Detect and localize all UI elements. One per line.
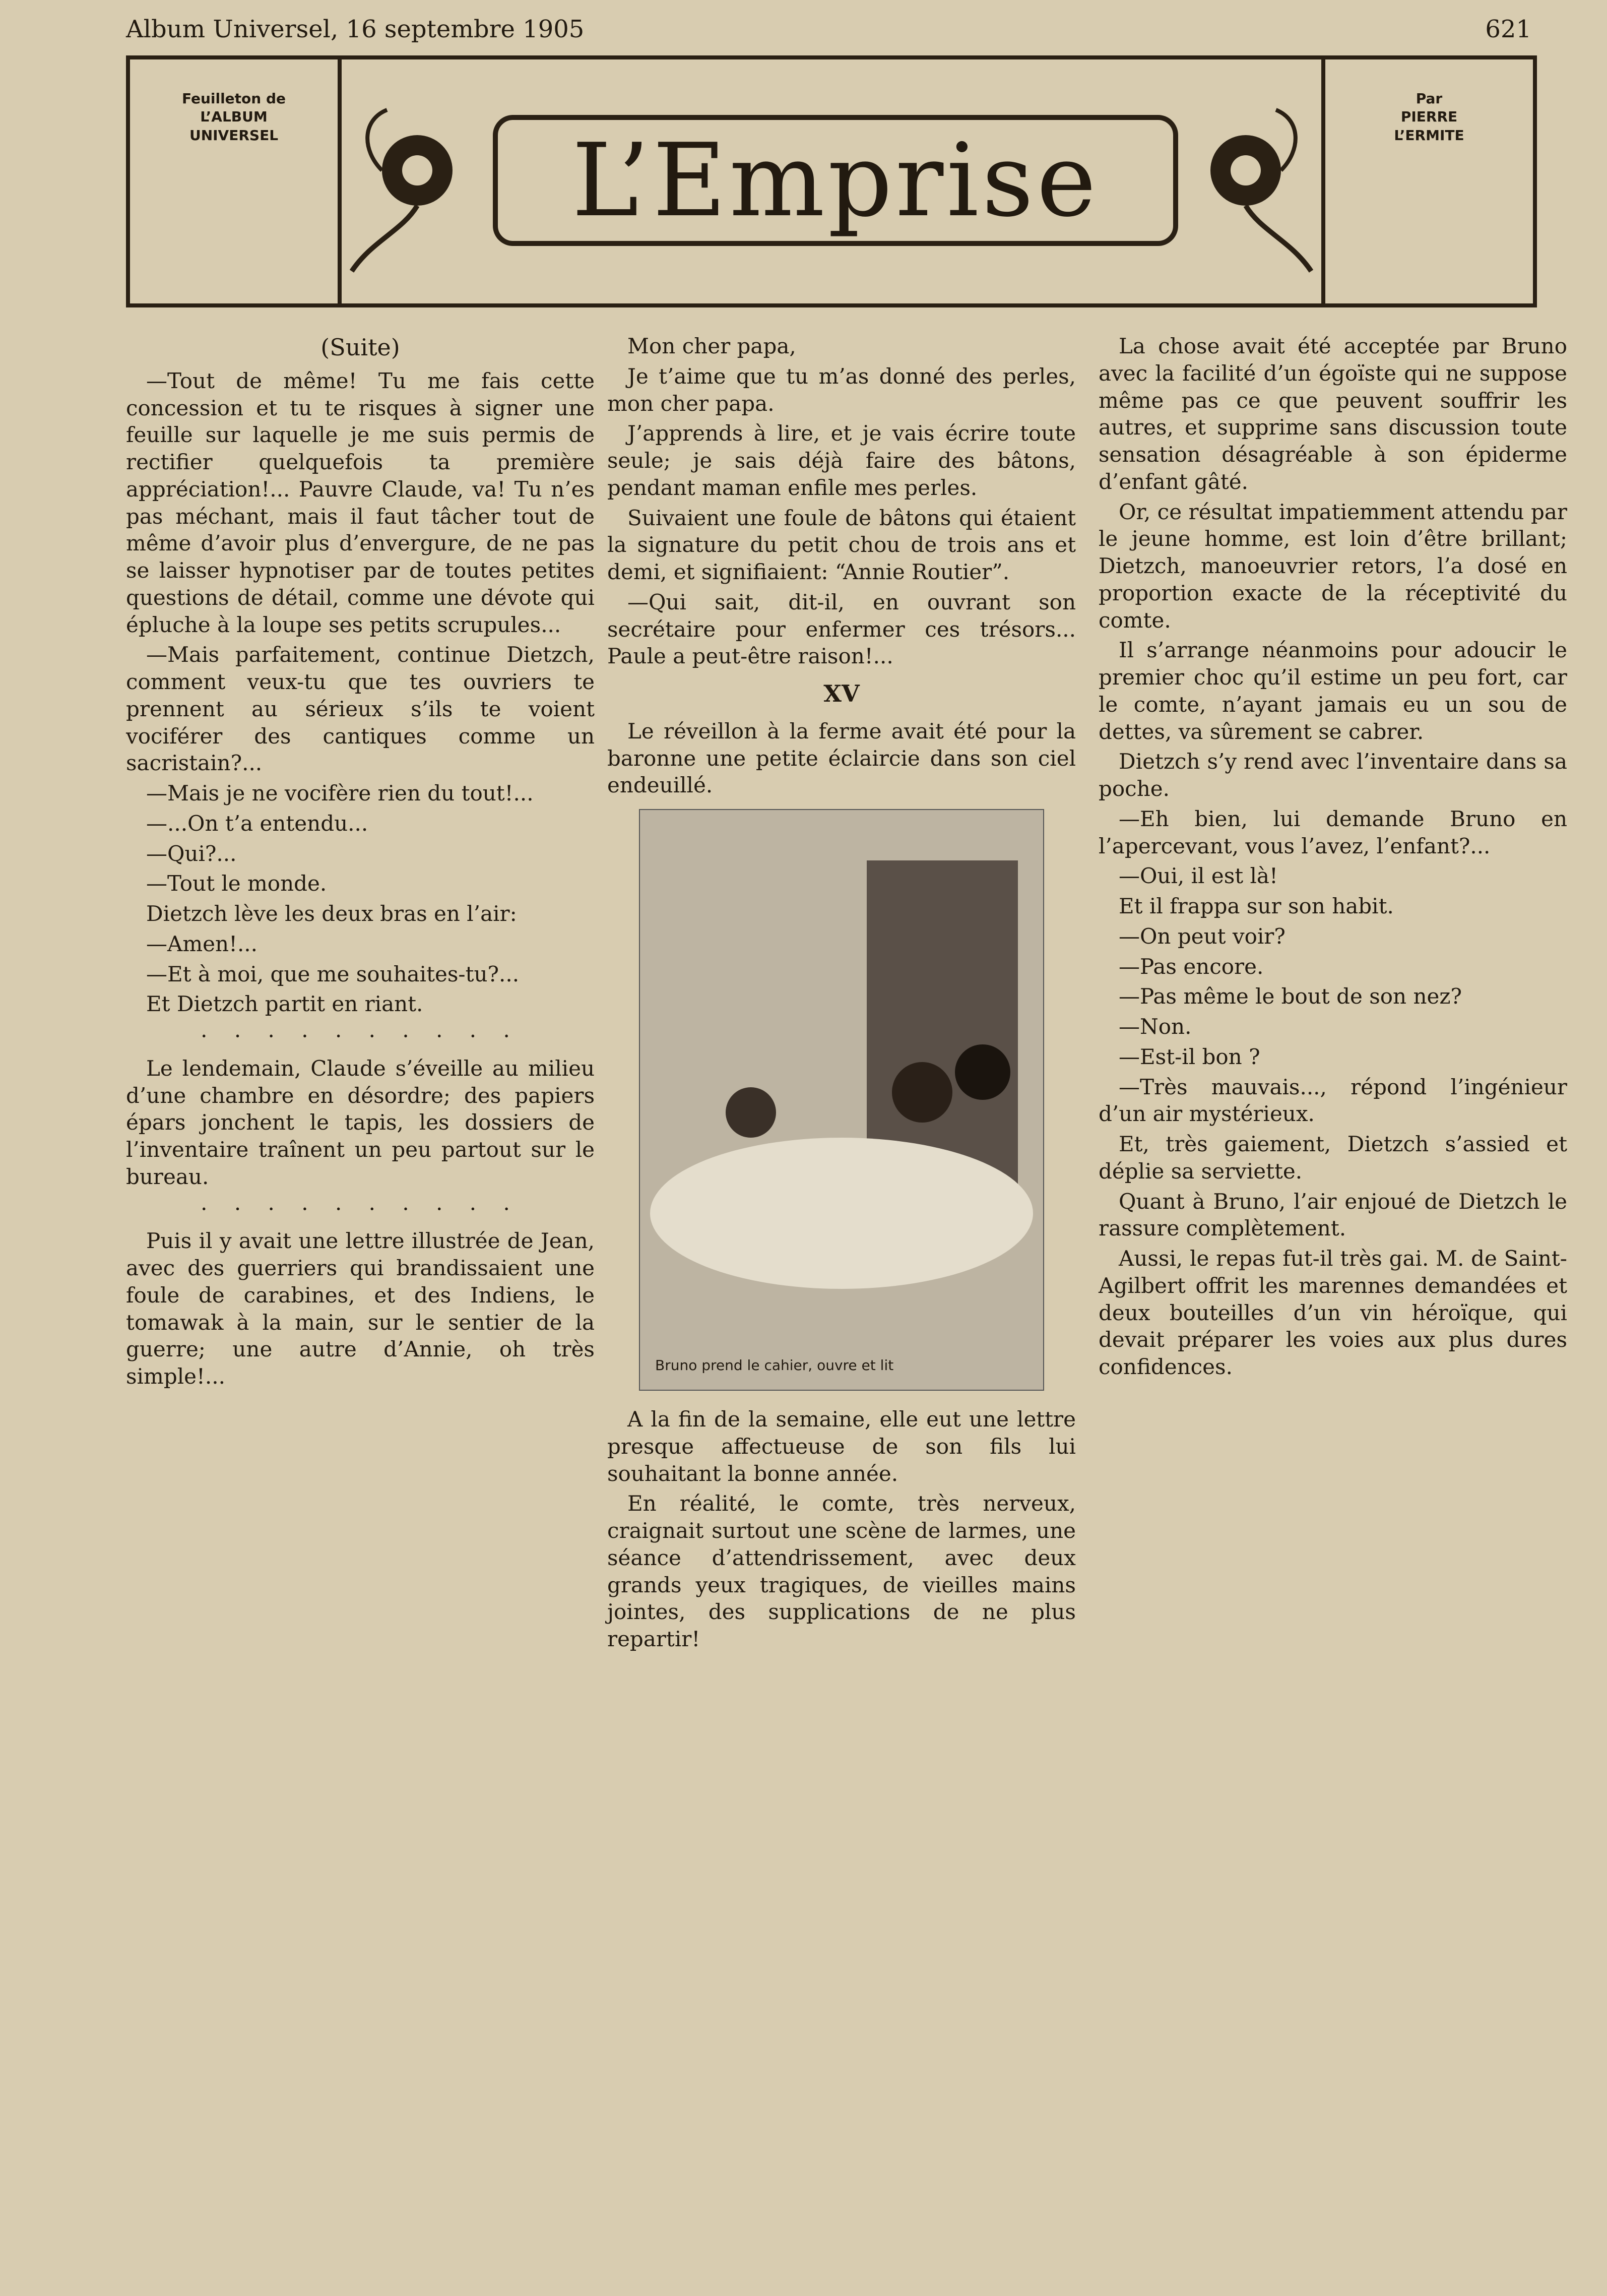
paragraph: Quant à Bruno, l’air enjoué de Dietzch le rassure complètement. (1099, 1189, 1567, 1241)
paragraph: —Oui, il est là! (1119, 863, 1278, 889)
paragraph: —Pas même le bout de son nez? (1119, 984, 1462, 1009)
paragraph: Et il frappa sur son habit. (1119, 894, 1394, 918)
column-3 (1099, 333, 1567, 1384)
paragraph: —Très mauvais..., répond l’ingénieur d’un air mystérieux. (1099, 1074, 1567, 1127)
paragraph: —Amen!... (146, 931, 258, 956)
paragraph: Mon cher papa, (627, 334, 796, 358)
paragraph: Je t’aime que tu m’as donné des perles, mon cher papa. (607, 363, 1076, 416)
dinner-illustration (639, 809, 1044, 1391)
paragraph: Aussi, le repas fut-il très gai. M. de Saint-Agilbert offrit les marennes demandées et deux bouteilles d’un vin héroïque, qui devait préparer les voies aux plus dures confidences. (1099, 1246, 1567, 1379)
paragraph: —Qui sait, dit-il, en ouvrant son secrétaire pour enfermer ces trésors... Paule a peut-être raison!... (607, 589, 1076, 669)
paragraph: —Qui?... (146, 841, 237, 866)
paragraph: —Et à moi, que me souhaites-tu?... (146, 961, 520, 986)
paragraph: Suivaient une foule de bâtons qui étaient la signature du petit chou de trois ans et demi, et signifiaient: “Annie Routier”. (607, 505, 1076, 584)
paragraph: —Tout le monde. (146, 871, 327, 896)
paragraph: —Tout de même! Tu me fais cette concession et tu te risques à signer une feuille sur laquelle je me suis permis de rectifier quelquefois ta première appréciation!... Pauvre Claude, va! Tu n’es pas méchant, mais il faut tâcher tout de même d’avoir plus d’envergure, de ne pas se laisser hypnotiser par de toutes petites questions de détail, comme une dévote qui épluche à la loupe ses petits scrupules... (126, 368, 595, 637)
paragraph: Le lendemain, Claude s’éveille au milieu d’une chambre en désordre; des papiers épars jonchent le tapis, les dossiers de l’inventaire traînent un peu partout sur le bureau. (126, 1056, 595, 1189)
paragraph: —Non. (1119, 1014, 1192, 1039)
title-frame (493, 115, 1178, 246)
paragraph: Puis il y avait une lettre illustrée de Jean, avec des guerriers qui brandissaient une foule de carabines, et des Indiens, le tomawak à la main, sur le sentier de la guerre; une autre d’Annie, oh très simple!... (126, 1228, 595, 1389)
section-break: · · · · · · · · · · (201, 1024, 520, 1049)
publication-date: Album Universel, 16 septembre 1905 (126, 15, 585, 43)
paragraph: Il s’arrange néanmoins pour adoucir le premier choc qu’il estime un peu fort, car le comte, n’ayant jamais eu un sou de dettes, va sûrement se cabrer. (1099, 638, 1567, 744)
author-box: Par PIERRE L’ERMITE (1321, 59, 1533, 303)
paragraph: Et, très gaiement, Dietzch s’assied et déplie sa serviette. (1099, 1132, 1567, 1184)
paragraph: Et Dietzch partit en riant. (146, 991, 423, 1017)
column-2 (607, 333, 1076, 1656)
paragraph: —Eh bien, lui demande Bruno en l’apercevant, vous l’avez, l’enfant?... (1099, 806, 1567, 858)
section-break: · · · · · · · · · · (201, 1196, 520, 1221)
paragraph: —Mais parfaitement, continue Dietzch, comment veux-tu que tes ouvriers te prennent au sérieux s’ils te voient vociférer des cantiques comme un sacristain?... (126, 642, 595, 776)
chapter-heading: XV (823, 680, 860, 707)
story-title: L’Emprise (571, 121, 1100, 239)
paragraph: —Mais je ne vocifère rien du tout!... (146, 781, 534, 806)
paragraph: A la fin de la semaine, elle eut une lettre presque affectueuse de son fils lui souhaitant la bonne année. (607, 1407, 1076, 1486)
title-banner (126, 55, 1537, 307)
paragraph: Dietzch s’y rend avec l’inventaire dans sa poche. (1099, 749, 1567, 801)
page-number: 621 (1485, 15, 1531, 43)
floral-ornament-icon (342, 90, 493, 281)
running-head (126, 15, 1531, 43)
paragraph: J’apprends à lire, et je vais écrire toute seule; je sais déjà faire des bâtons, pendant maman enfile mes perles. (607, 421, 1076, 500)
paragraph: Or, ce résultat impatiemment attendu par le jeune homme, est loin d’être brillant; Dietzch, manoeuvrier retors, l’a dosé en proportion exacte de la réceptivité du comte. (1099, 499, 1567, 633)
paragraph: En réalité, le comte, très nerveux, craignait surtout une scène de larmes, une séance d’attendrissement, avec deux grands yeux tragiques, de vieilles mains jointes, des supplications de ne plus repartir! (607, 1491, 1076, 1652)
illustration-caption: Bruno prend le cahier, ouvre et lit (655, 1357, 894, 1374)
paragraph: —Est-il bon ? (1119, 1044, 1260, 1069)
illustration-image (640, 810, 1043, 1390)
suite-label: (Suite) (320, 334, 400, 361)
paragraph: La chose avait été acceptée par Bruno avec la facilité d’un égoïste qui ne suppose même pas ce que peuvent souffrir les autres, et supprime sans discussion toute sensation désagréable à son épiderme d’enfant gâté. (1099, 334, 1567, 494)
paragraph: —On peut voir? (1119, 923, 1285, 949)
column-1 (126, 333, 595, 1393)
paragraph: —Pas encore. (1119, 954, 1264, 979)
paragraph: —...On t’a entendu... (146, 811, 368, 836)
paragraph: Le réveillon à la ferme avait été pour la baronne une petite éclaircie dans son ciel endeuillé. (607, 718, 1076, 798)
feuilleton-box: Feuilleton de L’ALBUM UNIVERSEL (130, 59, 342, 303)
paragraph: Dietzch lève les deux bras en l’air: (146, 901, 517, 926)
floral-ornament-icon (1170, 90, 1321, 281)
